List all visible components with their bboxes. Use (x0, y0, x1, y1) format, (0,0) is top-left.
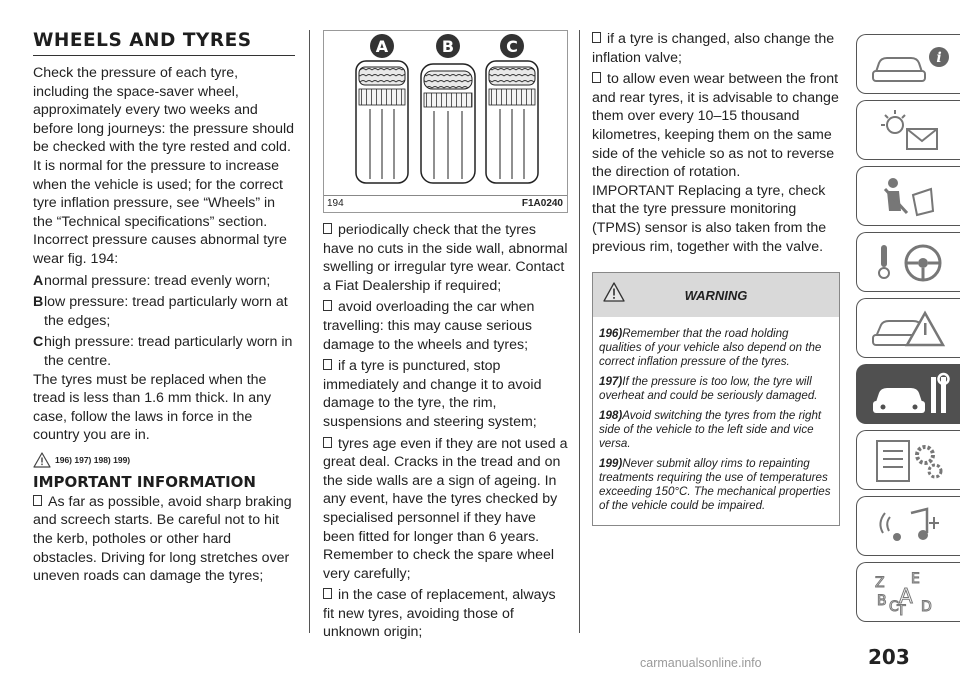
warning-item-198: 198)Avoid switching the tyres from the right side of the vehicle to the left side and vice versa. (599, 409, 822, 451)
figure-number: 194 (327, 198, 344, 209)
index-icon (867, 569, 957, 617)
bullet-avoid-overloading: avoid overloading the car when travelling: this may cause serious damage to the wheels and tyres; (323, 299, 535, 353)
warning-triangle-icon (603, 282, 625, 302)
tab-maintenance-care[interactable] (856, 364, 960, 424)
tab-warning-lights[interactable] (856, 100, 960, 160)
page-title: WHEELS AND TYRES (33, 30, 295, 56)
figure-code: F1A0240 (521, 198, 563, 209)
bullet-box-icon (33, 495, 42, 506)
tab-emergency[interactable] (856, 298, 960, 358)
bullet-box-icon (592, 72, 601, 83)
svg-text:B: B (441, 37, 455, 56)
paragraph-important-tpms: IMPORTANT Replacing a tyre, check that the tyre pressure monitoring (TPMS) sensor is also taken from the previous rim, together with the valve. (592, 182, 827, 255)
tyre-c-illustration (486, 61, 538, 183)
bullet-change-valve: if a tyre is changed, also change the inflation valve; (592, 31, 835, 66)
svg-text:A: A (375, 37, 389, 56)
maintenance-icon (867, 371, 957, 419)
paragraph-incorrect-pressure: Incorrect pressure causes abnormal tyre wear fig. 194: (33, 232, 287, 267)
column-divider (309, 30, 310, 633)
svg-text:Z: Z (875, 575, 885, 591)
warning-item-196: 196)Remember that the road holding qualities of your vehicle also depend on the correct inflation pressure of the tyres. (599, 327, 822, 369)
figure-label-a (370, 34, 394, 58)
svg-text:A: A (899, 584, 913, 608)
bullet-box-icon (323, 359, 332, 370)
bullet-even-wear: to allow even wear between the front and rear tyres, it is advisable to change them over every 10–15 thousand kilometres, keeping them on the same side of the vehicle so as not to reverse the direction of rotation. (592, 71, 839, 181)
warning-item-199: 199)Never submit alloy rims to repainting treatments requiring the use of temperatures exceeding 150°C. The mechanical properties of the vehicle could be impaired. (599, 457, 831, 513)
tab-technical-data[interactable] (856, 430, 960, 490)
column-2 (323, 30, 568, 642)
tab-vehicle-info[interactable] (856, 34, 960, 94)
warning-title: WARNING (684, 287, 748, 303)
tab-starting-driving[interactable] (856, 232, 960, 292)
tyre-wear-figure (323, 30, 568, 213)
bullet-replacement: in the case of replacement, always fit new tyres, avoiding those of unknown origin; (323, 587, 556, 641)
bullet-avoid-braking: As far as possible, avoid sharp braking and screech starts. Be careful not to hit the kerb, potholes or other hard obstacles. Driving for long stretches over uneven roads can damage the tyres; (33, 493, 292, 585)
multimedia-icon (867, 503, 957, 551)
figure-label-c (500, 34, 524, 58)
column-3 (592, 30, 840, 526)
bullet-box-icon (323, 223, 332, 234)
tyre-illustration (324, 31, 567, 196)
safety-icon (867, 173, 957, 221)
warning-header (593, 273, 839, 317)
chapter-sidebar (856, 0, 960, 678)
bullet-punctured: if a tyre is punctured, stop immediately and change it to avoid damage to the tyre, the rim, suspensions and steering system; (323, 358, 542, 430)
watermark: carmanualsonline.info (640, 656, 762, 670)
bullet-check-cuts: periodically check that the tyres have no cuts in the side wall, abnormal swelling or irregular tyre wear. Contact a Fiat Dealership if required; (323, 222, 568, 294)
column-divider (579, 30, 580, 633)
section-title-important-information: IMPORTANT INFORMATION (33, 472, 256, 491)
tab-multimedia[interactable] (856, 496, 960, 556)
warning-item-197: 197)If the pressure is too low, the tyre will overheat and could be seriously damaged. (599, 375, 818, 403)
svg-text:C: C (889, 599, 899, 615)
label-item-a: A normal pressure: tread evenly worn; (33, 272, 271, 289)
warning-triangle-icon (33, 452, 51, 468)
bullet-tyres-age: tyres age even if they are not used a great deal. Cracks in the tread and on the side walls are a sign of ageing. In any event, have the tyres checked by specialised personnel if they have been fitted for longer than 6 years. Remember to check the spare wheel very carefully; (323, 435, 568, 582)
column-1 (33, 30, 295, 586)
emergency-icon (867, 305, 957, 353)
bullet-box-icon (592, 32, 601, 43)
paragraph-pressure-increase: It is normal for the pressure to increase when the vehicle is used; for the correct tyre inflation pressure, see “Wheels” in the “Technical specifications” section. (33, 157, 283, 230)
label-item-c: C high pressure: tread particularly worn in the centre. (33, 334, 293, 369)
figure-label-b (436, 34, 460, 58)
figure-caption (324, 195, 567, 212)
driving-icon (867, 239, 957, 287)
warning-body (593, 317, 839, 525)
bullet-box-icon (323, 437, 332, 448)
technical-data-icon (867, 437, 957, 485)
svg-text:D: D (921, 599, 932, 615)
label-list (33, 272, 295, 371)
svg-text:T: T (897, 603, 906, 617)
label-item-b: B low pressure: tread particularly worn at the edges; (33, 294, 288, 329)
paragraph-replace-tyres: The tyres must be replaced when the tread is less than 1.6 mm thick. In any case, follow the laws in force in the country you are in. (33, 371, 272, 444)
svg-text:E: E (911, 571, 920, 587)
svg-text:B: B (877, 593, 887, 609)
tyre-a-illustration (356, 61, 408, 183)
tab-safety[interactable] (856, 166, 960, 226)
page-number: 203 (868, 645, 910, 669)
paragraph-check-pressure: Check the pressure of each tyre, including the space-saver wheel, approximately every two weeks and before long journeys: the pressure should be checked with the tyre rested and cold. (33, 65, 295, 156)
bullet-box-icon (323, 588, 332, 599)
warning-lights-icon (867, 107, 957, 155)
svg-text:i: i (936, 50, 942, 66)
bullet-box-icon (323, 300, 332, 311)
car-info-icon (867, 41, 957, 89)
svg-text:C: C (506, 37, 518, 56)
tab-index[interactable] (856, 562, 960, 622)
warning-box (592, 272, 840, 526)
warning-references: 196) 197) 198) 199) (33, 452, 295, 468)
tyre-b-illustration (421, 64, 475, 183)
